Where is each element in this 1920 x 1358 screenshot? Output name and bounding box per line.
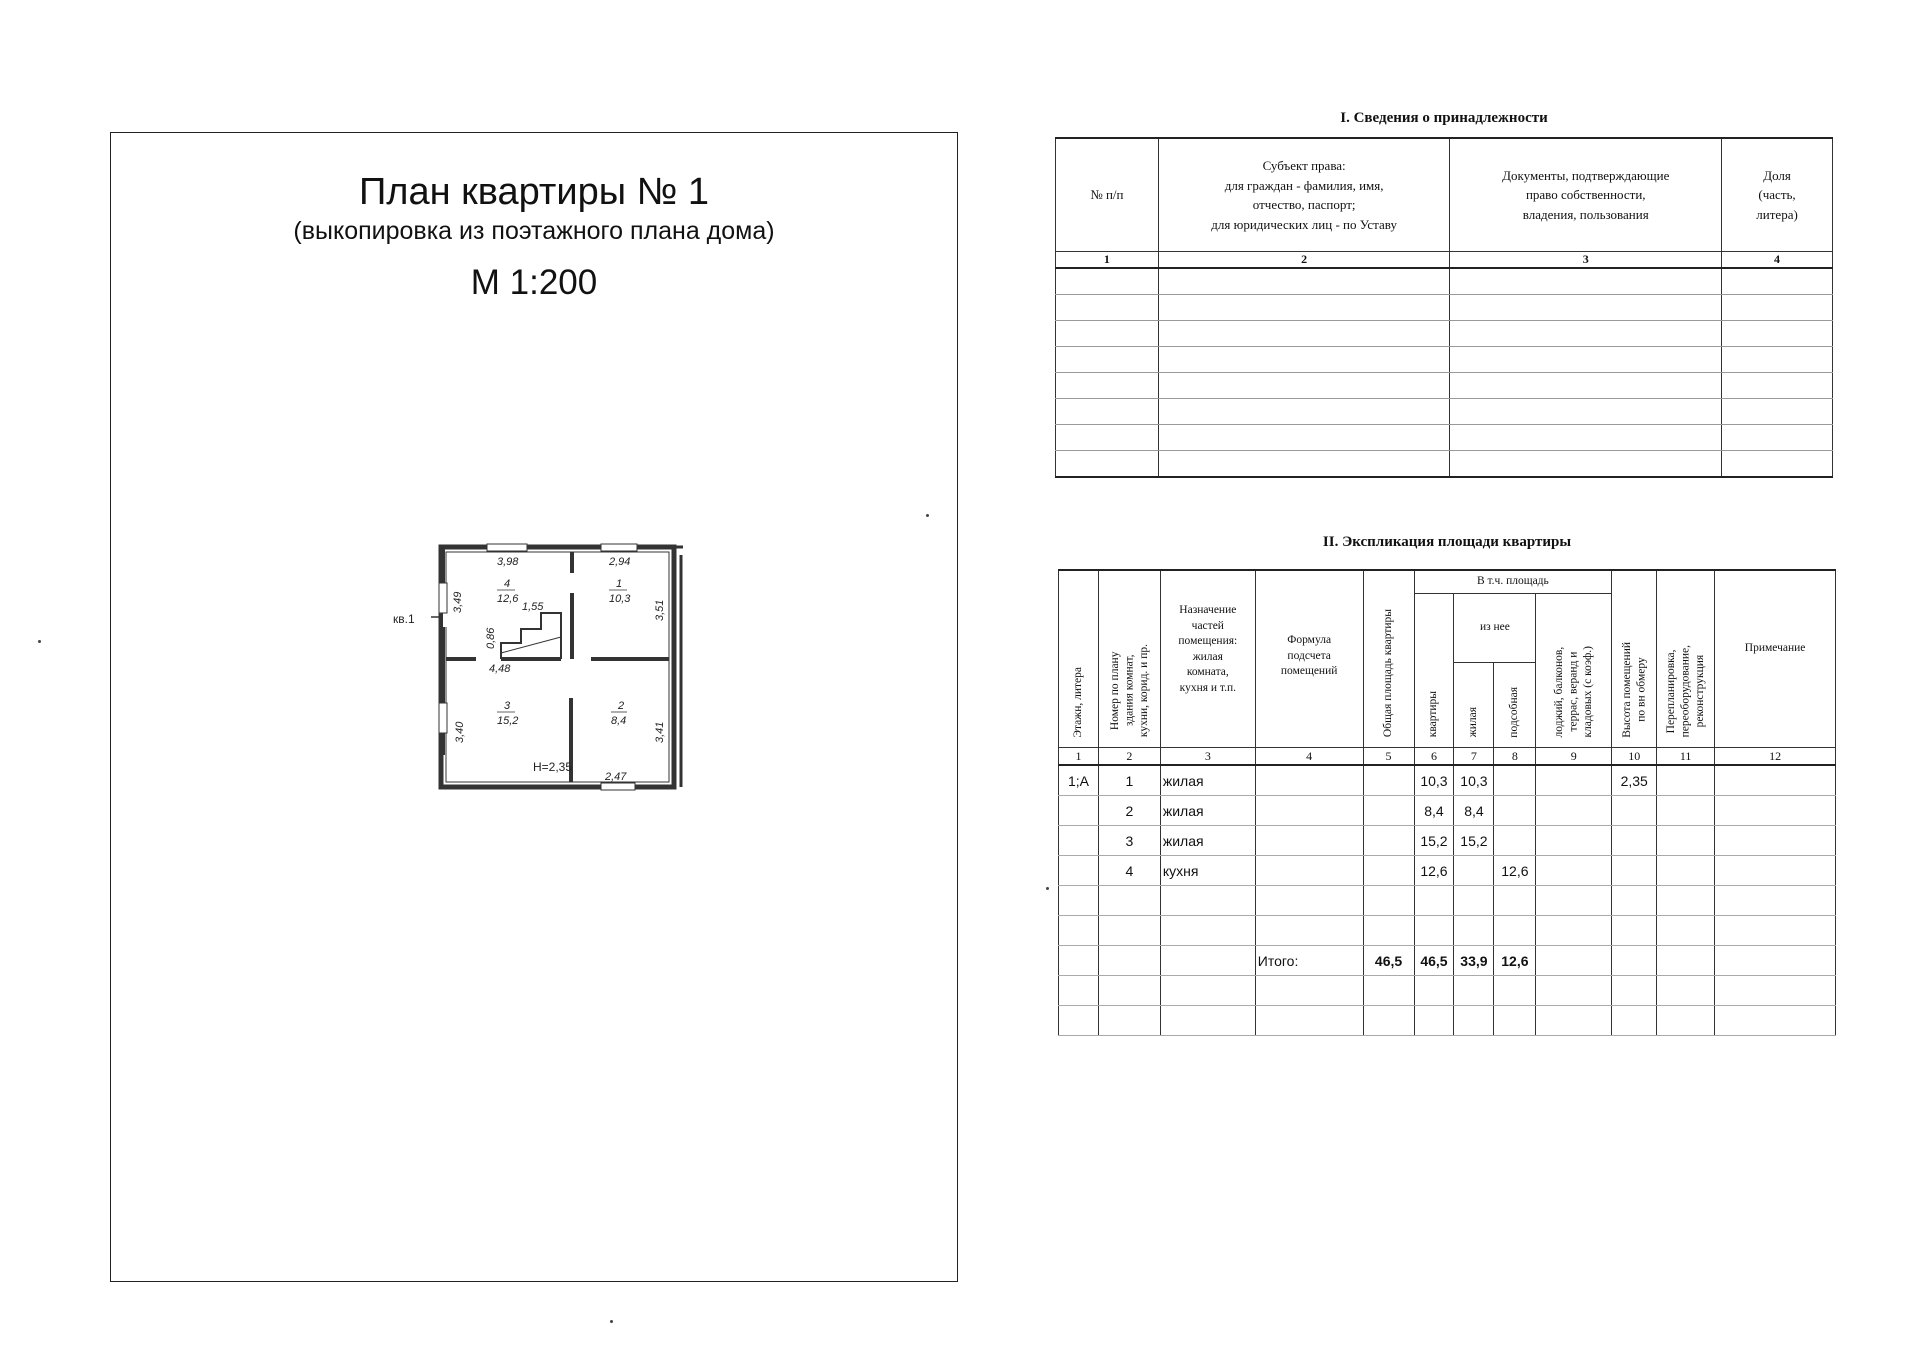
dim-stair-height: 0,86 bbox=[485, 627, 497, 649]
dim-stair-width: 1,55 bbox=[522, 601, 544, 613]
expl-header-room-number: Номер по плану здания комнат, кухни, корид. и пр. bbox=[1098, 570, 1160, 748]
floor-plan bbox=[391, 543, 831, 803]
room-1-number: 1 bbox=[616, 578, 623, 590]
scan-speck bbox=[926, 514, 929, 517]
own-colnum: 4 bbox=[1722, 252, 1833, 269]
room-3-area: 15,2 bbox=[497, 715, 519, 727]
expl-colnum: 6 bbox=[1414, 748, 1454, 766]
table-row: 2 жилая 8,4 8,4 bbox=[1059, 796, 1836, 826]
total-living: 33,9 bbox=[1454, 946, 1494, 976]
expl-header-group: В т.ч. площадь bbox=[1414, 570, 1612, 594]
room-2-number: 2 bbox=[618, 700, 625, 712]
dim-left-lower: 3,40 bbox=[454, 721, 466, 743]
expl-colnum: 10 bbox=[1612, 748, 1657, 766]
expl-header-apartment: квартиры bbox=[1414, 594, 1454, 748]
total-area: 46,5 bbox=[1363, 946, 1414, 976]
dim-right-lower: 3,41 bbox=[654, 721, 666, 743]
dim-top-right: 2,94 bbox=[609, 556, 631, 568]
dim-middle: 4,48 bbox=[489, 663, 511, 675]
table-row bbox=[1056, 373, 1833, 399]
plan-subtitle: (выкопировка из поэтажного плана дома) bbox=[293, 217, 775, 245]
expl-header-formula: Формула подсчета помещений bbox=[1255, 570, 1363, 748]
floor-plan-drawing bbox=[391, 543, 831, 803]
own-colnum: 2 bbox=[1158, 252, 1450, 269]
expl-header-replanning: Перепланировка, переоборудование, реконструкция bbox=[1657, 570, 1715, 748]
expl-header-auxiliary: подсобная bbox=[1494, 662, 1536, 747]
expl-header-purpose: Назначение частей помещения: жилая комната, кухня и т.п. bbox=[1160, 570, 1255, 748]
expl-header-loggias: лоджий, балконов, террас, веранд и кладовых (с коэф.) bbox=[1536, 594, 1612, 748]
total-label: Итого: bbox=[1255, 946, 1363, 976]
dim-top-left: 3,98 bbox=[497, 556, 519, 568]
expl-header-floor: Этажн, литера bbox=[1059, 570, 1099, 748]
table-row: 1;А 1 жилая 10,3 10,3 2,35 bbox=[1059, 765, 1836, 796]
expl-header-subgroup: из нее bbox=[1454, 594, 1536, 663]
scan-speck bbox=[1046, 887, 1049, 890]
expl-header-height: Высота помещений по вн обмеру bbox=[1612, 570, 1657, 748]
table-row bbox=[1059, 976, 1836, 1006]
table-row bbox=[1056, 399, 1833, 425]
ownership-table bbox=[1055, 137, 1833, 478]
expl-colnum: 1 bbox=[1059, 748, 1099, 766]
ceiling-height: H=2,35 bbox=[533, 760, 573, 774]
expl-colnum: 5 bbox=[1363, 748, 1414, 766]
own-header-share: Доля (часть, литера) bbox=[1722, 138, 1833, 252]
scan-speck bbox=[38, 640, 41, 643]
room-1-area: 10,3 bbox=[609, 593, 631, 605]
table-row bbox=[1056, 268, 1833, 295]
total-apartment: 46,5 bbox=[1414, 946, 1454, 976]
table-row bbox=[1056, 425, 1833, 451]
room-4-area: 12,6 bbox=[497, 593, 519, 605]
own-header-number: № п/п bbox=[1056, 138, 1159, 252]
apartment-label: кв.1 bbox=[393, 612, 415, 626]
own-colnum: 1 bbox=[1056, 252, 1159, 269]
expl-header-living: жилая bbox=[1454, 662, 1494, 747]
own-header-documents: Документы, подтверждающие право собственности, владения, пользования bbox=[1450, 138, 1722, 252]
table-row bbox=[1056, 321, 1833, 347]
own-colnum: 3 bbox=[1450, 252, 1722, 269]
room-2-area: 8,4 bbox=[611, 715, 627, 727]
plan-sheet bbox=[110, 132, 958, 1282]
dim-right-upper: 3,51 bbox=[654, 599, 666, 621]
plan-scale: М 1:200 bbox=[470, 263, 598, 302]
room-4-number: 4 bbox=[504, 578, 511, 590]
plan-title: План квартиры № 1 bbox=[358, 171, 710, 213]
expl-header-note: Примечание bbox=[1715, 570, 1836, 748]
table-row bbox=[1056, 347, 1833, 373]
dim-left-upper: 3,49 bbox=[452, 591, 464, 613]
table-row bbox=[1059, 916, 1836, 946]
scan-speck bbox=[610, 1320, 613, 1323]
expl-colnum: 3 bbox=[1160, 748, 1255, 766]
explication-title: II. Экспликация площади квартиры bbox=[1322, 534, 1572, 550]
table-row: 4 кухня 12,6 12,6 bbox=[1059, 856, 1836, 886]
expl-colnum: 7 bbox=[1454, 748, 1494, 766]
room-3-number: 3 bbox=[504, 700, 511, 712]
dim-bottom-right: 2,47 bbox=[605, 771, 627, 783]
total-auxiliary: 12,6 bbox=[1494, 946, 1536, 976]
total-row bbox=[1059, 946, 1836, 976]
explication-table bbox=[1058, 569, 1836, 1036]
ownership-title: I. Сведения о принадлежности bbox=[1340, 110, 1548, 126]
table-row: 3 жилая 15,2 15,2 bbox=[1059, 826, 1836, 856]
own-header-subject: Субъект права: для граждан - фамилия, имя, отчество, паспорт; для юридических лиц - по Уставу bbox=[1158, 138, 1450, 252]
expl-colnum: 2 bbox=[1098, 748, 1160, 766]
expl-header-total-area: Общая площадь квартиры bbox=[1363, 570, 1414, 748]
table-row bbox=[1056, 451, 1833, 478]
expl-colnum: 9 bbox=[1536, 748, 1612, 766]
expl-colnum: 12 bbox=[1715, 748, 1836, 766]
expl-colnum: 8 bbox=[1494, 748, 1536, 766]
table-row bbox=[1059, 886, 1836, 916]
expl-colnum: 4 bbox=[1255, 748, 1363, 766]
expl-colnum: 11 bbox=[1657, 748, 1715, 766]
table-row bbox=[1059, 1006, 1836, 1036]
table-row bbox=[1056, 295, 1833, 321]
